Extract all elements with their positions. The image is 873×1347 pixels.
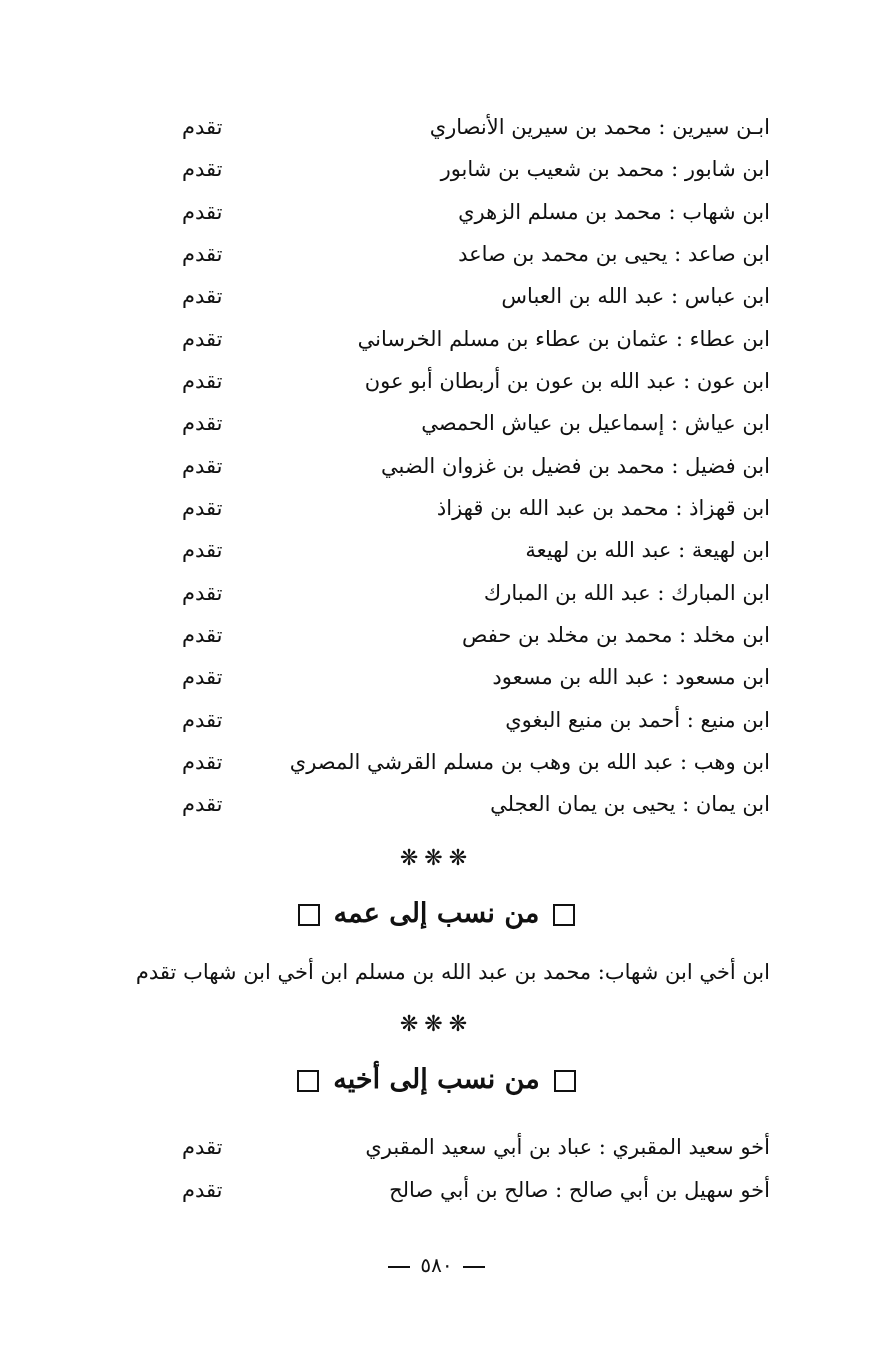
entry-ref: تقدم bbox=[182, 1135, 223, 1159]
entry-ref: تقدم bbox=[182, 369, 223, 393]
entry-ref: تقدم bbox=[182, 792, 223, 816]
entry-ref: تقدم bbox=[182, 200, 223, 224]
entry-name: ابن عطاء : عثمان بن عطاء بن مسلم الخرساني bbox=[357, 327, 770, 351]
list-item bbox=[130, 276, 770, 316]
dash-decoration bbox=[388, 1266, 410, 1268]
entry-ref: تقدم bbox=[182, 538, 223, 562]
entry-name: ابن فضيل : محمد بن فضيل بن غزوان الضبي bbox=[380, 454, 770, 478]
entry-name: ابن وهب : عبد الله بن وهب بن مسلم القرشي المصري bbox=[289, 750, 770, 774]
section-separator: ❋❋❋ bbox=[399, 1012, 474, 1037]
entry-ref: تقدم bbox=[182, 623, 223, 647]
page-number bbox=[0, 1250, 873, 1280]
list-item bbox=[130, 319, 770, 359]
list-item bbox=[130, 784, 770, 824]
entry-ref: تقدم bbox=[182, 496, 223, 520]
entry-ref: تقدم bbox=[182, 708, 223, 732]
entry-name: ابن مسعود : عبد الله بن مسعود bbox=[492, 665, 770, 689]
entry-name: ابن شابور : محمد بن شعيب بن شابور bbox=[440, 157, 770, 181]
square-icon bbox=[297, 1070, 319, 1092]
entry-name: ابن صاعد : يحيى بن محمد بن صاعد bbox=[458, 242, 770, 266]
entry-ref: تقدم bbox=[182, 454, 223, 478]
entry-ref: تقدم bbox=[182, 411, 223, 435]
section-heading-text: من نسب إلى عمه bbox=[333, 898, 540, 929]
list-item bbox=[130, 361, 770, 401]
list-item bbox=[130, 700, 770, 740]
list-item bbox=[130, 657, 770, 697]
section-separator: ❋❋❋ bbox=[399, 846, 474, 871]
entry-name: ابن قهزاذ : محمد بن عبد الله بن قهزاذ bbox=[436, 496, 770, 520]
section-heading bbox=[0, 1058, 873, 1102]
list-item bbox=[130, 1127, 770, 1167]
entry-name: ابن لهيعة : عبد الله بن لهيعة bbox=[525, 538, 770, 562]
list-item bbox=[130, 446, 770, 486]
list-item bbox=[130, 1170, 770, 1210]
square-icon bbox=[298, 904, 320, 926]
dash-decoration bbox=[463, 1266, 485, 1268]
entry-ref: تقدم bbox=[182, 242, 223, 266]
section-heading-text: من نسب إلى أخيه bbox=[333, 1064, 540, 1095]
entry-name: ابن شهاب : محمد بن مسلم الزهري bbox=[458, 200, 770, 224]
list-item bbox=[130, 192, 770, 232]
entry-name: أخو سعيد المقبري : عباد بن أبي سعيد المقبري bbox=[365, 1135, 770, 1159]
entry-ref: تقدم bbox=[182, 284, 223, 308]
entry-ref: تقدم bbox=[182, 665, 223, 689]
list-item bbox=[130, 234, 770, 274]
list-item bbox=[130, 615, 770, 655]
list-item bbox=[130, 573, 770, 613]
entry-name: ابـن سيرين : محمد بن سيرين الأنصاري bbox=[429, 115, 770, 139]
entry-ref: تقدم bbox=[182, 581, 223, 605]
entry-name: أخو سهيل بن أبي صالح : صالح بن أبي صالح bbox=[389, 1178, 770, 1202]
entry-ref: تقدم bbox=[182, 327, 223, 351]
square-icon bbox=[554, 1070, 576, 1092]
list-item bbox=[130, 403, 770, 443]
entry-ref: تقدم bbox=[182, 115, 223, 139]
entry-name: ابن عباس : عبد الله بن العباس bbox=[501, 284, 770, 308]
entry-ref: تقدم bbox=[182, 1178, 223, 1202]
entry-name: ابن يمان : يحيى بن يمان العجلي bbox=[490, 792, 770, 816]
entry-name: ابن عون : عبد الله بن عون بن أربطان أبو عون bbox=[364, 369, 770, 393]
entry-ref: تقدم bbox=[182, 750, 223, 774]
entry-ref: تقدم bbox=[182, 157, 223, 181]
entry-name: ابن مخلد : محمد بن مخلد بن حفص bbox=[462, 623, 770, 647]
list-item: ابن أخي ابن شهاب: محمد بن عبد الله بن مسلم ابن أخي ابن شهاب تقدم bbox=[135, 960, 770, 984]
list-item bbox=[130, 530, 770, 570]
list-item bbox=[130, 488, 770, 528]
square-icon bbox=[553, 904, 575, 926]
entry-name: ابن منيع : أحمد بن منيع البغوي bbox=[505, 708, 770, 732]
list-item bbox=[130, 742, 770, 782]
entry-name: ابن عياش : إسماعيل بن عياش الحمصي bbox=[421, 411, 770, 435]
list-item bbox=[130, 149, 770, 189]
entry-name: ابن المبارك : عبد الله بن المبارك bbox=[483, 581, 770, 605]
list-item bbox=[130, 107, 770, 147]
page-number-text: ٥٨٠ bbox=[420, 1253, 453, 1277]
section-heading bbox=[0, 892, 873, 936]
